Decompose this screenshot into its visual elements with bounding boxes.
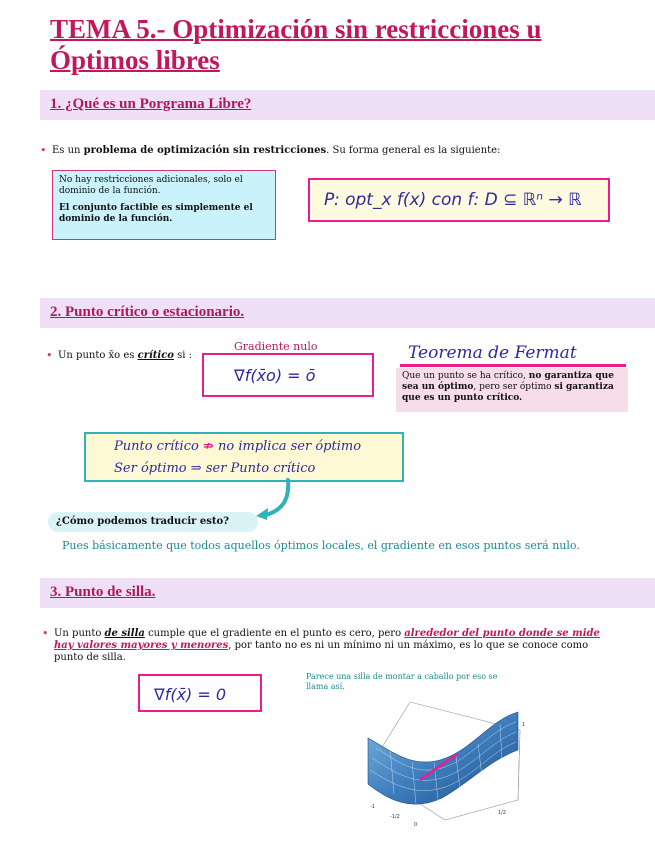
section-1-bullet: • Es un problema de optimización sin restricciones. Su forma general es la siguiente: xyxy=(40,144,501,157)
bullet-dot-icon: • xyxy=(40,144,47,157)
gradient-formula: ∇f(x̄o) = ō xyxy=(234,366,316,385)
not-implies-arrow-icon: ⇏ xyxy=(202,439,214,454)
question-pill xyxy=(48,512,258,532)
section-3-heading-band xyxy=(40,578,655,608)
saddle-note: Parece una silla de montar a caballo por eso se llama así. xyxy=(306,672,498,691)
page-title xyxy=(50,14,630,76)
general-form-formula-box xyxy=(308,178,610,222)
bullet-dot-icon: • xyxy=(46,349,53,362)
section-2-bullet: • Un punto x̄o es crítico si : xyxy=(46,349,193,362)
gradient-formula-box xyxy=(202,353,374,397)
implies-arrow-icon: ⇒ xyxy=(190,461,202,476)
section-1-heading-band xyxy=(40,90,655,120)
axis-tick: 1/2 xyxy=(498,810,507,816)
axis-tick: 0 xyxy=(414,822,418,828)
implication-line-1: Punto crítico ⇏ no implica ser óptimo xyxy=(114,439,362,454)
theorem-title: Teorema de Fermat xyxy=(408,343,577,363)
section-2-heading-band xyxy=(40,298,655,328)
section-1-heading: 1. ¿Qué es un Porgrama Libre? xyxy=(50,96,252,112)
axis-tick: -1/2 xyxy=(390,814,400,820)
theorem-underline xyxy=(400,364,626,367)
gradient-label: Gradiente nulo xyxy=(234,340,318,353)
definition-text-2: El conjunto factible es simplemente el dominio de la función. xyxy=(59,203,253,224)
section-3-heading: 3. Punto de silla. xyxy=(50,584,156,600)
saddle-gradient-formula: ∇f(x̄) = 0 xyxy=(154,685,227,704)
definition-box xyxy=(52,170,276,240)
title-line-2: Óptimos libres xyxy=(50,45,220,75)
curved-arrow-icon xyxy=(250,476,300,522)
answer-text: Pues básicamente que todos aquellos óptimos locales, el gradiente en esos puntos será nulo. xyxy=(62,539,580,552)
general-form-formula: P: opt_x f(x) con f: D ⊆ ℝⁿ → ℝ xyxy=(324,190,582,210)
theorem-box: Que un punto se ha crítico, no garantiza que sea un óptimo, pero ser óptimo si garantiza que es un punto crítico. xyxy=(396,368,628,412)
bullet-dot-icon: • xyxy=(42,627,49,640)
section-2-heading: 2. Punto crítico o estacionario. xyxy=(50,304,245,320)
saddle-gradient-formula-box xyxy=(138,674,262,712)
axis-tick: 1 xyxy=(522,722,526,728)
definition-text-1: No hay restricciones adicionales, solo el dominio de la función. xyxy=(59,175,243,196)
implication-line-2: Ser óptimo ⇒ ser Punto crítico xyxy=(114,461,316,476)
question-text: ¿Cómo podemos traducir esto? xyxy=(56,516,230,527)
title-line-1: TEMA 5.- Optimización sin restricciones u xyxy=(50,14,542,44)
implication-box xyxy=(84,432,404,482)
saddle-surface-plot xyxy=(350,690,550,840)
section-3-bullet: • Un punto de silla cumple que el gradiente en el punto es cero, pero alrededor del punto donde se mide hay valores mayores y menores, por tanto no es ni un mínimo ni un máximo, es lo que se conoce como punto de silla. xyxy=(42,627,600,663)
axis-tick: -1 xyxy=(370,804,375,810)
